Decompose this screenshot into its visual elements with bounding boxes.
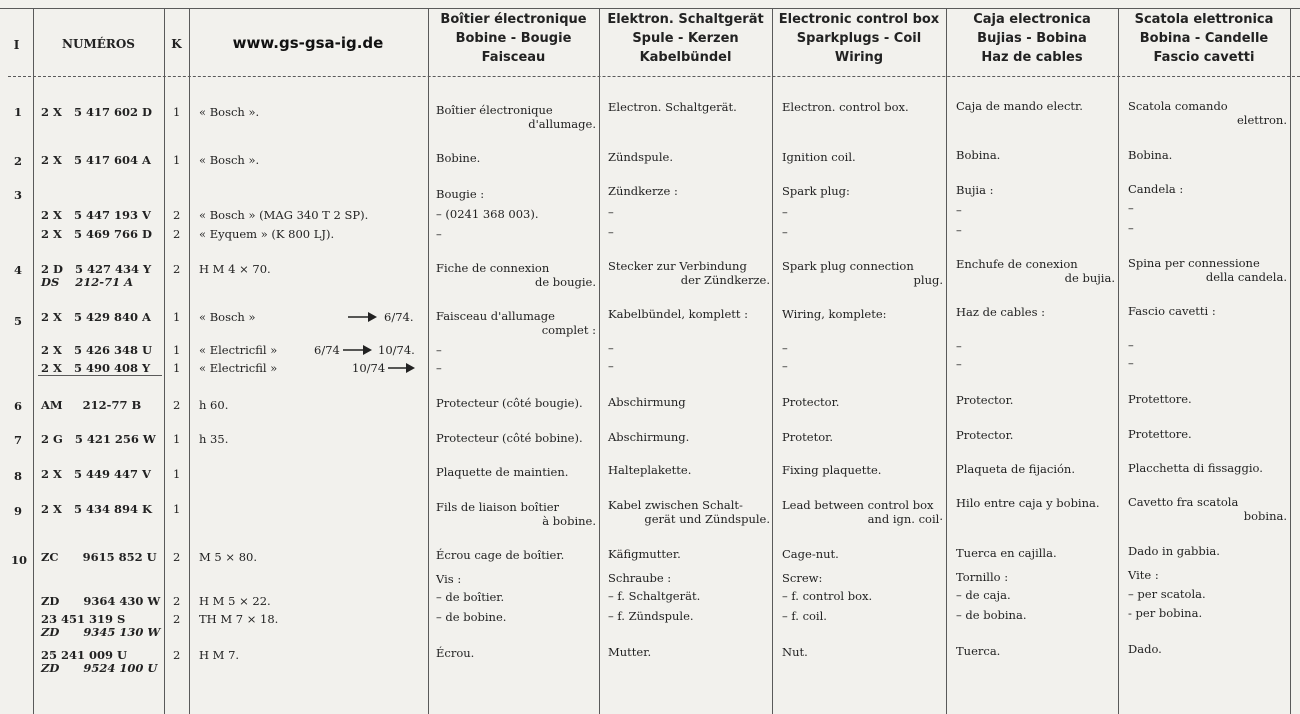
header-index: I	[13, 38, 20, 52]
desc-de: – f. Zündspule.	[608, 609, 694, 623]
desc-fr: Bobine.	[436, 151, 481, 165]
desc-fr: Protecteur (côté bobine).	[436, 431, 583, 445]
dash: –	[1128, 221, 1134, 235]
part-number: 2 G 5 421 256 W	[41, 432, 156, 446]
website-watermark: www.gs-gsa-ig.de	[232, 34, 384, 52]
desc-de: Stecker zur Verbindung	[608, 259, 747, 273]
desc-es: Caja de mando electr.	[956, 99, 1083, 113]
desc-fr: Fils de liaison boîtier	[436, 500, 560, 514]
row-index: 8	[14, 469, 23, 483]
quantity: 1	[173, 432, 181, 446]
header-english: Electronic control box Sparkplugs - Coil Wiring	[778, 12, 940, 65]
part-number-alt: ZD 9345 130 W	[41, 625, 161, 639]
desc-fr: Plaquette de maintien.	[436, 465, 569, 479]
quantity: 1	[173, 502, 181, 516]
desc-it: della candela.	[1205, 270, 1287, 284]
desc-es: Haz de cables :	[956, 305, 1045, 319]
part-number: 2 X 5 447 193 V	[41, 208, 151, 222]
desc-de: Electron. Schaltgerät.	[608, 100, 737, 114]
dash: –	[436, 361, 442, 375]
col-divider	[428, 8, 429, 714]
desc-fr: à bobine.	[542, 514, 596, 528]
part-number: 2 X 5 490 408 Y	[41, 361, 151, 375]
part-number: ZD 9364 430 W	[41, 594, 161, 608]
row-index: 6	[14, 399, 23, 413]
dash: –	[956, 203, 962, 217]
reference: « Bosch ».	[199, 153, 260, 167]
row-index: 2	[14, 154, 23, 168]
reference: M 5 × 80.	[199, 550, 257, 564]
desc-de: Halteplakette.	[608, 463, 692, 477]
desc-it: – per scatola.	[1128, 587, 1206, 601]
desc-de: gerät und Zündspule.	[644, 512, 770, 526]
desc-en: Fixing plaquette.	[782, 463, 882, 477]
dash: –	[782, 359, 788, 373]
row-underline	[38, 375, 162, 376]
quantity: 2	[173, 227, 181, 241]
quantity: 2	[173, 612, 181, 626]
desc-it: Placchetta di fissaggio.	[1128, 461, 1263, 475]
header-numeros: NUMÉROS	[62, 37, 135, 51]
row-index: 1	[14, 105, 23, 119]
reference: « Electricfil »	[199, 361, 278, 375]
desc-de: Zündkerze :	[608, 184, 678, 198]
part-number: 25 241 009 U	[41, 648, 128, 662]
col-divider	[772, 8, 773, 714]
desc-es: Tuerca.	[956, 644, 1001, 658]
desc-fr: Fiche de connexion	[436, 261, 550, 275]
desc-fr: Bougie :	[436, 187, 485, 201]
desc-en: and ign. coil·	[867, 512, 943, 526]
desc-en: – f. coil.	[782, 609, 827, 623]
desc-es: – de caja.	[956, 588, 1011, 602]
desc-en: Spark plug connection	[782, 259, 914, 273]
header-german: Elektron. Schaltgerät Spule - Kerzen Kabelbündel	[607, 12, 764, 65]
desc-fr: d'allumage.	[528, 117, 596, 131]
desc-de: Kabel zwischen Schalt-	[608, 498, 743, 512]
col-divider	[1118, 8, 1119, 714]
header-spanish: Caja electronica Bujias - Bobina Haz de cables	[973, 12, 1091, 65]
date-range: 6/74	[314, 343, 340, 357]
dash: –	[1128, 201, 1134, 215]
quantity: 2	[173, 550, 181, 564]
desc-it: elettron.	[1236, 113, 1287, 127]
desc-es: – de bobina.	[956, 608, 1027, 622]
part-number: 2 X 5 417 602 D	[41, 105, 152, 119]
header-bottom-border	[8, 76, 1300, 77]
dash: –	[782, 341, 788, 355]
arrow-right-icon	[343, 344, 373, 356]
part-number: 2 X 5 426 348 U	[41, 343, 152, 357]
table-top-border	[0, 8, 1300, 9]
quantity: 2	[173, 262, 181, 276]
desc-en: Cage-nut.	[782, 547, 839, 561]
header-french: Boîtier électronique Bobine - Bougie Faisceau	[440, 12, 587, 65]
desc-it: bobina.	[1243, 509, 1287, 523]
desc-fr: Faisceau d'allumage	[436, 309, 555, 323]
part-number-alt: ZD 9524 100 U	[41, 661, 158, 675]
desc-es: Enchufe de conexion	[956, 257, 1078, 271]
dash: –	[782, 225, 788, 239]
dash: –	[608, 205, 614, 219]
desc-it: Candela :	[1128, 182, 1184, 196]
dash: –	[1128, 356, 1134, 370]
desc-es: Bobina.	[956, 148, 1001, 162]
desc-fr: complet :	[541, 323, 596, 337]
desc-es: de bujia.	[1064, 271, 1115, 285]
quantity: 1	[173, 310, 181, 324]
desc-it: Spina per connessione	[1128, 256, 1260, 270]
desc-fr: – de bobine.	[436, 610, 507, 624]
desc-it: Protettore.	[1128, 427, 1192, 441]
desc-en: Protector.	[782, 395, 840, 409]
col-divider	[164, 8, 165, 714]
date-range: 6/74.	[384, 310, 414, 324]
quantity: 2	[173, 594, 181, 608]
desc-de: der Zündkerze.	[680, 273, 770, 287]
desc-en: plug.	[913, 273, 943, 287]
reference: H M 5 × 22.	[199, 594, 271, 608]
quantity: 1	[173, 361, 181, 375]
part-number: 23 451 319 S	[41, 612, 126, 626]
part-number: ZC 9615 852 U	[41, 550, 157, 564]
desc-it: Bobina.	[1128, 148, 1173, 162]
part-number: 2 X 5 449 447 V	[41, 467, 151, 481]
desc-de: – f. Schaltgerät.	[608, 589, 701, 603]
dash: –	[608, 341, 614, 355]
desc-en: Wiring, komplete:	[782, 307, 887, 321]
desc-fr: Boîtier électronique	[436, 103, 553, 117]
col-divider	[599, 8, 600, 714]
col-divider	[946, 8, 947, 714]
desc-en: Screw:	[782, 571, 823, 585]
quantity: 2	[173, 208, 181, 222]
col-divider	[33, 8, 34, 714]
col-divider	[1290, 8, 1291, 714]
quantity: 1	[173, 105, 181, 119]
quantity: 1	[173, 153, 181, 167]
dash: –	[608, 359, 614, 373]
arrow-right-icon	[388, 362, 416, 374]
desc-it: Scatola comando	[1128, 99, 1228, 113]
desc-es: Tuerca en cajilla.	[956, 546, 1057, 560]
desc-it: Vite :	[1128, 568, 1159, 582]
desc-es: Bujia :	[956, 183, 994, 197]
desc-fr: Protecteur (côté bougie).	[436, 396, 583, 410]
dash: –	[956, 223, 962, 237]
reference: TH M 7 × 18.	[199, 612, 279, 626]
quantity: 1	[173, 343, 181, 357]
part-number-alt: DS 212-71 A	[41, 275, 133, 289]
reference: h 60.	[199, 398, 229, 412]
quantity: 1	[173, 467, 181, 481]
desc-it: Protettore.	[1128, 392, 1192, 406]
reference: H M 4 × 70.	[199, 262, 271, 276]
desc-de: Zündspule.	[608, 150, 673, 164]
desc-it: - per bobina.	[1128, 606, 1203, 620]
desc-de: Mutter.	[608, 645, 652, 659]
dash: –	[782, 205, 788, 219]
date-range: 10/74.	[378, 343, 415, 357]
desc-it: Cavetto fra scatola	[1128, 495, 1239, 509]
reference: « Eyquem » (K 800 LJ).	[199, 227, 335, 241]
desc-fr: Écrou.	[436, 646, 475, 660]
row-index: 5	[14, 314, 23, 328]
part-number: 2 D 5 427 434 Y	[41, 262, 152, 276]
desc-de: Schraube :	[608, 571, 672, 585]
dash: –	[956, 357, 962, 371]
part-number: 2 X 5 434 894 K	[41, 502, 152, 516]
row-index: 9	[14, 504, 23, 518]
date-range: 10/74	[352, 361, 386, 375]
dash: –	[436, 343, 442, 357]
dash: –	[608, 225, 614, 239]
desc-fr: – de boîtier.	[436, 590, 505, 604]
arrow-right-icon	[348, 311, 378, 323]
desc-en: Protetor.	[782, 430, 834, 444]
desc-de: Abschirmung.	[608, 430, 690, 444]
desc-en: Nut.	[782, 645, 808, 659]
row-index: 3	[14, 188, 23, 202]
dash: –	[436, 227, 442, 241]
part-number: 2 X 5 417 604 A	[41, 153, 151, 167]
desc-fr: – (0241 368 003).	[436, 207, 539, 221]
row-index: 4	[14, 263, 23, 277]
desc-en: Lead between control box	[782, 498, 934, 512]
header-k: K	[171, 37, 182, 51]
desc-en: Electron. control box.	[782, 100, 909, 114]
desc-en: Spark plug:	[782, 184, 850, 198]
reference: « Electricfil »	[199, 343, 278, 357]
col-divider	[189, 8, 190, 714]
desc-en: Ignition coil.	[782, 150, 856, 164]
reference: H M 7.	[199, 648, 240, 662]
part-number: AM 212-77 B	[41, 398, 142, 412]
quantity: 2	[173, 398, 181, 412]
desc-fr: Écrou cage de boîtier.	[436, 548, 565, 562]
desc-es: Protector.	[956, 393, 1014, 407]
desc-fr: de bougie.	[534, 275, 596, 289]
part-number: 2 X 5 429 840 A	[41, 310, 151, 324]
reference: h 35.	[199, 432, 229, 446]
desc-es: Hilo entre caja y bobina.	[956, 496, 1100, 510]
part-number: 2 X 5 469 766 D	[41, 227, 152, 241]
desc-it: Dado.	[1128, 642, 1162, 656]
dash: –	[1128, 338, 1134, 352]
desc-es: Tornillo :	[956, 570, 1009, 584]
desc-fr: Vis :	[436, 572, 462, 586]
row-index: 7	[14, 433, 23, 447]
desc-it: Dado in gabbia.	[1128, 544, 1220, 558]
desc-it: Fascio cavetti :	[1128, 304, 1216, 318]
desc-es: Plaqueta de fijación.	[956, 462, 1075, 476]
row-index: 10	[11, 553, 28, 567]
reference: « Bosch »	[199, 310, 256, 324]
quantity: 2	[173, 648, 181, 662]
desc-de: Abschirmung	[608, 395, 686, 409]
desc-en: – f. control box.	[782, 589, 873, 603]
desc-es: Protector.	[956, 428, 1014, 442]
desc-de: Kabelbündel, komplett :	[608, 307, 749, 321]
dash: –	[956, 339, 962, 353]
desc-de: Käfigmutter.	[608, 547, 681, 561]
reference: « Bosch » (MAG 340 T 2 SP).	[199, 208, 369, 222]
header-italian: Scatola elettronica Bobina - Candelle Fascio cavetti	[1134, 12, 1274, 65]
reference: « Bosch ».	[199, 105, 260, 119]
